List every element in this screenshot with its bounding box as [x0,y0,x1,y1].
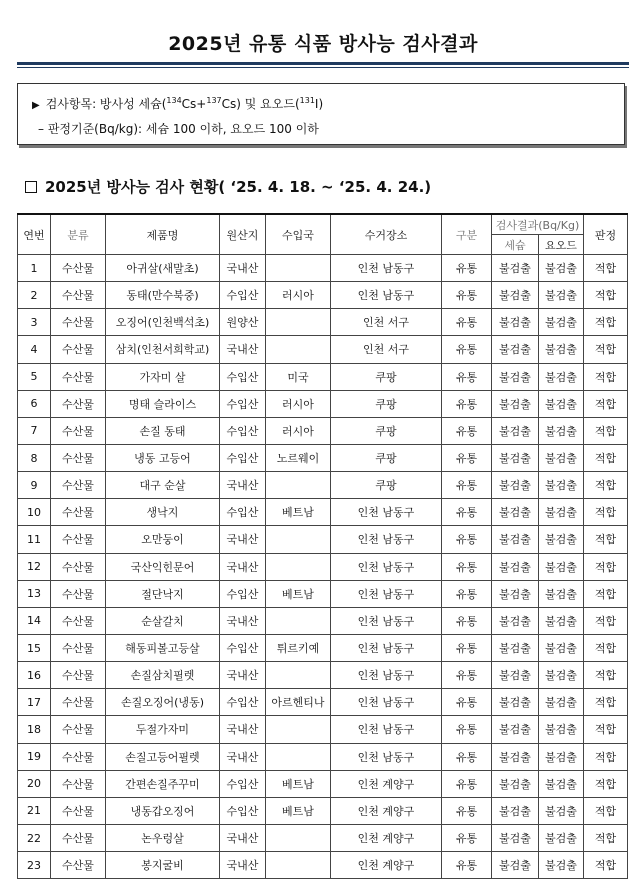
cell-import-country: 러시아 [266,282,331,309]
cell-category: 수산물 [51,336,106,363]
cs137-superscript: 137 [206,96,222,105]
cell-origin: 수입산 [220,417,266,444]
cell-category: 수산물 [51,499,106,526]
cell-product: 명태 슬라이스 [106,390,220,417]
cell-category: 수산물 [51,770,106,797]
cell-type: 유통 [442,553,492,580]
cell-import-country [266,716,331,743]
cell-iodine: 불검출 [539,770,584,797]
cell-origin: 국내산 [220,662,266,689]
cell-import-country [266,336,331,363]
table-row [18,282,628,309]
cell-type: 유통 [442,824,492,851]
cell-origin: 국내산 [220,472,266,499]
cell-collect-place: 쿠팡 [331,472,442,499]
cell-collect-place: 쿠팡 [331,390,442,417]
cell-origin: 수입산 [220,634,266,661]
cell-iodine: 불검출 [539,852,584,879]
cell-import-country: 베트남 [266,499,331,526]
cell-judgment: 적합 [584,743,628,770]
cell-type: 유통 [442,689,492,716]
cell-judgment: 적합 [584,363,628,390]
table-row [18,689,628,716]
cell-product: 논우렁살 [106,824,220,851]
cell-product: 생낙지 [106,499,220,526]
cell-no: 7 [18,417,51,444]
cell-collect-place: 인천 남동구 [331,716,442,743]
cell-product: 손질고등어필렛 [106,743,220,770]
cell-cesium: 불검출 [492,824,539,851]
cell-no: 6 [18,390,51,417]
cell-type: 유통 [442,255,492,282]
table-row [18,824,628,851]
cell-cesium: 불검출 [492,390,539,417]
cell-judgment: 적합 [584,634,628,661]
cell-no: 11 [18,526,51,553]
table-row [18,580,628,607]
table-row [18,499,628,526]
cell-iodine: 불검출 [539,689,584,716]
cell-category: 수산물 [51,309,106,336]
results-table [17,213,628,879]
cell-judgment: 적합 [584,444,628,471]
cell-collect-place: 인천 남동구 [331,255,442,282]
cell-judgment: 적합 [584,526,628,553]
cell-type: 유통 [442,743,492,770]
cell-import-country: 아르헨티나 [266,689,331,716]
cell-origin: 수입산 [220,390,266,417]
cell-origin: 원양산 [220,309,266,336]
cell-product: 국산익힌문어 [106,553,220,580]
cell-product: 냉동 고등어 [106,444,220,471]
cell-category: 수산물 [51,526,106,553]
cell-collect-place: 인천 남동구 [331,743,442,770]
cell-category: 수산물 [51,607,106,634]
cell-category: 수산물 [51,716,106,743]
cell-origin: 수입산 [220,689,266,716]
cell-collect-place: 인천 계양구 [331,824,442,851]
cs-plus-text: Cs+ [181,97,207,111]
cell-type: 유통 [442,716,492,743]
cell-cesium: 불검출 [492,634,539,661]
cell-origin: 국내산 [220,255,266,282]
cell-iodine: 불검출 [539,390,584,417]
cell-import-country: 미국 [266,363,331,390]
cell-judgment: 적합 [584,852,628,879]
cell-type: 유통 [442,634,492,661]
cell-iodine: 불검출 [539,824,584,851]
table-row [18,553,628,580]
cell-category: 수산물 [51,689,106,716]
cell-judgment: 적합 [584,716,628,743]
cell-type: 유통 [442,472,492,499]
cell-type: 유통 [442,770,492,797]
cell-origin: 수입산 [220,770,266,797]
cell-collect-place: 쿠팡 [331,444,442,471]
cell-category: 수산물 [51,255,106,282]
cell-category: 수산물 [51,662,106,689]
cell-origin: 수입산 [220,444,266,471]
cell-collect-place: 인천 남동구 [331,580,442,607]
cell-cesium: 불검출 [492,282,539,309]
cell-no: 1 [18,255,51,282]
cell-import-country: 베트남 [266,580,331,607]
cell-type: 유통 [442,417,492,444]
title-underline-thick [17,62,629,65]
table-row [18,363,628,390]
cell-type: 유통 [442,390,492,417]
cell-cesium: 불검출 [492,553,539,580]
cell-no: 22 [18,824,51,851]
cell-import-country [266,852,331,879]
cell-type: 유통 [442,444,492,471]
cell-category: 수산물 [51,417,106,444]
cell-product: 동태(만수북중) [106,282,220,309]
cell-category: 수산물 [51,743,106,770]
table-row [18,444,628,471]
cell-import-country [266,553,331,580]
cell-import-country [266,743,331,770]
cell-iodine: 불검출 [539,255,584,282]
cell-type: 유통 [442,852,492,879]
cell-judgment: 적합 [584,770,628,797]
cell-origin: 국내산 [220,716,266,743]
cell-category: 수산물 [51,580,106,607]
cell-category: 수산물 [51,282,106,309]
cell-category: 수산물 [51,852,106,879]
cell-origin: 국내산 [220,607,266,634]
cell-collect-place: 쿠팡 [331,363,442,390]
cell-type: 유통 [442,797,492,824]
cell-no: 3 [18,309,51,336]
cell-no: 13 [18,580,51,607]
cell-iodine: 불검출 [539,743,584,770]
cell-collect-place: 인천 남동구 [331,499,442,526]
cell-iodine: 불검출 [539,716,584,743]
iodine-label: Cs) 및 요오드( [221,97,300,111]
table-row [18,770,628,797]
cell-type: 유통 [442,607,492,634]
cell-import-country [266,824,331,851]
cell-origin: 수입산 [220,282,266,309]
section-title: 2025년 방사능 검사 현황( ‘25. 4. 18. ~ ‘25. 4. 24.) [45,178,432,196]
cell-no: 10 [18,499,51,526]
cell-category: 수산물 [51,824,106,851]
cell-import-country: 베트남 [266,770,331,797]
cell-cesium: 불검출 [492,526,539,553]
cell-type: 유통 [442,662,492,689]
cell-cesium: 불검출 [492,336,539,363]
cell-origin: 수입산 [220,363,266,390]
title-block [17,22,629,66]
cell-product: 순살갈치 [106,607,220,634]
table-row [18,526,628,553]
cell-category: 수산물 [51,797,106,824]
cell-product: 절단낙지 [106,580,220,607]
cell-iodine: 불검출 [539,282,584,309]
cell-collect-place: 쿠팡 [331,417,442,444]
cell-cesium: 불검출 [492,363,539,390]
header-import-country: 수입국 [266,214,331,255]
cell-no: 5 [18,363,51,390]
cell-cesium: 불검출 [492,417,539,444]
cell-iodine: 불검출 [539,444,584,471]
cell-type: 유통 [442,580,492,607]
cell-iodine: 불검출 [539,634,584,661]
cell-collect-place: 인천 서구 [331,309,442,336]
cell-no: 9 [18,472,51,499]
cell-collect-place: 인천 계양구 [331,852,442,879]
cell-judgment: 적합 [584,472,628,499]
iodine-close: I) [314,97,324,111]
cell-collect-place: 인천 남동구 [331,526,442,553]
title-underline-thin [17,67,629,68]
criteria-line: – 판정기준(Bq/kg): 세슘 100 이하, 요오드 100 이하 [38,122,319,136]
cell-product: 냉동갑오징어 [106,797,220,824]
cell-no: 23 [18,852,51,879]
cell-judgment: 적합 [584,282,628,309]
cell-origin: 국내산 [220,336,266,363]
cell-cesium: 불검출 [492,743,539,770]
cell-import-country [266,526,331,553]
cell-origin: 수입산 [220,797,266,824]
cell-import-country [266,309,331,336]
cell-product: 아귀살(새말초) [106,255,220,282]
cell-category: 수산물 [51,472,106,499]
cell-category: 수산물 [51,363,106,390]
header-iodine: 요오드 [539,235,584,255]
results-body [18,255,628,879]
cell-no: 8 [18,444,51,471]
cell-no: 4 [18,336,51,363]
cell-iodine: 불검출 [539,363,584,390]
cell-judgment: 적합 [584,824,628,851]
cell-product: 손질 동태 [106,417,220,444]
header-category: 분류 [51,214,106,255]
cell-iodine: 불검출 [539,797,584,824]
header-no: 연번 [18,214,51,255]
cell-judgment: 적합 [584,417,628,444]
cell-iodine: 불검출 [539,417,584,444]
cell-collect-place: 인천 남동구 [331,634,442,661]
cell-import-country: 러시아 [266,417,331,444]
cell-origin: 국내산 [220,743,266,770]
cell-import-country [266,255,331,282]
header-type: 구분 [442,214,492,255]
cs134-superscript: 134 [166,96,182,105]
cell-cesium: 불검출 [492,770,539,797]
cell-product: 손질삼치필렛 [106,662,220,689]
page-title: 2025년 유통 식품 방사능 검사결과 [168,33,478,55]
header-judgment: 판정 [584,214,628,255]
cell-iodine: 불검출 [539,662,584,689]
cell-cesium: 불검출 [492,607,539,634]
table-row [18,255,628,282]
square-bullet-icon [25,181,37,193]
cell-origin: 국내산 [220,824,266,851]
i131-superscript: 131 [299,96,315,105]
table-row [18,634,628,661]
cell-product: 두절가자미 [106,716,220,743]
cell-cesium: 불검출 [492,689,539,716]
cell-cesium: 불검출 [492,472,539,499]
cell-iodine: 불검출 [539,526,584,553]
cell-collect-place: 인천 서구 [331,336,442,363]
cell-import-country: 러시아 [266,390,331,417]
cell-product: 간편손질주꾸미 [106,770,220,797]
cell-category: 수산물 [51,444,106,471]
cell-collect-place: 인천 남동구 [331,662,442,689]
cell-cesium: 불검출 [492,716,539,743]
table-row [18,716,628,743]
cell-iodine: 불검출 [539,336,584,363]
cell-origin: 국내산 [220,553,266,580]
cell-product: 대구 순살 [106,472,220,499]
cell-type: 유통 [442,363,492,390]
cell-no: 14 [18,607,51,634]
cell-cesium: 불검출 [492,852,539,879]
cell-collect-place: 인천 남동구 [331,689,442,716]
cell-product: 오징어(인천백석초) [106,309,220,336]
cell-no: 19 [18,743,51,770]
cell-no: 18 [18,716,51,743]
cell-collect-place: 인천 계양구 [331,797,442,824]
table-row [18,417,628,444]
cell-iodine: 불검출 [539,309,584,336]
test-items-line [32,95,323,112]
cell-collect-place: 인천 남동구 [331,282,442,309]
table-row [18,472,628,499]
cell-no: 20 [18,770,51,797]
cell-no: 12 [18,553,51,580]
cell-product: 가자미 살 [106,363,220,390]
cell-import-country [266,662,331,689]
cell-origin: 수입산 [220,580,266,607]
header-collect-place: 수거장소 [331,214,442,255]
cell-collect-place: 인천 계양구 [331,770,442,797]
cell-product: 해동피볼고등살 [106,634,220,661]
cell-no: 2 [18,282,51,309]
cell-category: 수산물 [51,634,106,661]
cell-cesium: 불검출 [492,662,539,689]
cell-judgment: 적합 [584,797,628,824]
cell-judgment: 적합 [584,390,628,417]
cell-judgment: 적합 [584,309,628,336]
cell-iodine: 불검출 [539,472,584,499]
cell-product: 오만둥이 [106,526,220,553]
cell-iodine: 불검출 [539,580,584,607]
cell-category: 수산물 [51,390,106,417]
cell-import-country: 튀르키예 [266,634,331,661]
cell-no: 15 [18,634,51,661]
cell-category: 수산물 [51,553,106,580]
cell-origin: 국내산 [220,526,266,553]
table-row [18,743,628,770]
cell-iodine: 불검출 [539,607,584,634]
cell-import-country [266,607,331,634]
cell-no: 21 [18,797,51,824]
table-row [18,336,628,363]
cell-type: 유통 [442,499,492,526]
cell-cesium: 불검출 [492,309,539,336]
test-info-box [17,83,625,145]
cell-no: 16 [18,662,51,689]
cell-type: 유통 [442,282,492,309]
cell-collect-place: 인천 남동구 [331,553,442,580]
cell-import-country [266,472,331,499]
cell-no: 17 [18,689,51,716]
cell-product: 봉지굴비 [106,852,220,879]
cell-origin: 국내산 [220,852,266,879]
cell-cesium: 불검출 [492,797,539,824]
cell-cesium: 불검출 [492,580,539,607]
table-row [18,797,628,824]
cell-iodine: 불검출 [539,499,584,526]
table-row [18,309,628,336]
cell-cesium: 불검출 [492,255,539,282]
cell-judgment: 적합 [584,499,628,526]
header-cesium: 세슘 [492,235,539,255]
table-row [18,390,628,417]
cell-product: 삼치(인천서희학교) [106,336,220,363]
header-product: 제품명 [106,214,220,255]
section-heading [25,176,431,197]
cell-judgment: 적합 [584,255,628,282]
table-row [18,852,628,879]
cell-type: 유통 [442,336,492,363]
cell-judgment: 적합 [584,607,628,634]
cell-product: 손질오징어(냉동) [106,689,220,716]
cell-iodine: 불검출 [539,553,584,580]
cell-judgment: 적합 [584,662,628,689]
table-row [18,662,628,689]
cell-judgment: 적합 [584,689,628,716]
cell-type: 유통 [442,309,492,336]
table-row [18,607,628,634]
cell-type: 유통 [442,526,492,553]
triangle-bullet-icon: ▶ [32,100,40,111]
cell-cesium: 불검출 [492,444,539,471]
cell-judgment: 적합 [584,336,628,363]
test-items-label: 검사항목: 방사성 세슘( [45,97,167,111]
cell-import-country: 노르웨이 [266,444,331,471]
cell-collect-place: 인천 남동구 [331,607,442,634]
header-origin: 원산지 [220,214,266,255]
cell-cesium: 불검출 [492,499,539,526]
cell-import-country: 베트남 [266,797,331,824]
header-result: 검사결과(Bq/Kg) [492,214,584,235]
cell-judgment: 적합 [584,553,628,580]
cell-judgment: 적합 [584,580,628,607]
cell-origin: 수입산 [220,499,266,526]
